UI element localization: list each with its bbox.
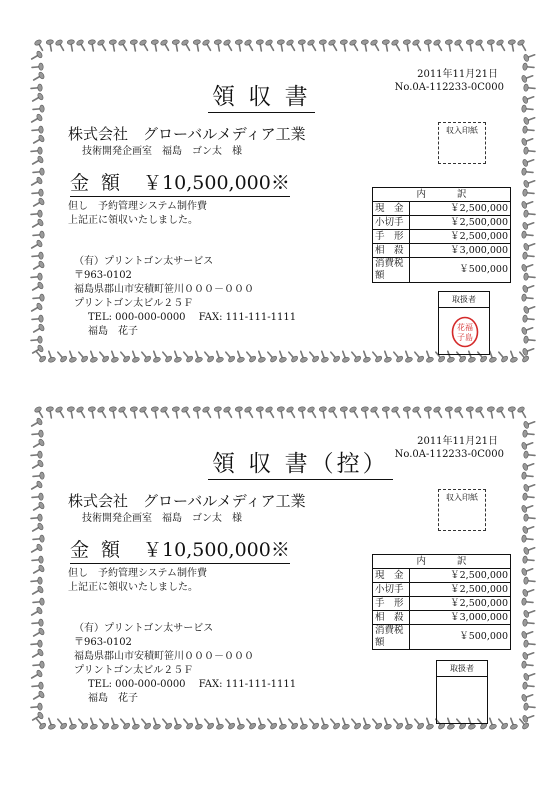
note-received: 上記正に領収いたしました。 xyxy=(68,582,198,593)
breakdown-label: 小切手 xyxy=(373,583,410,597)
breakdown-row xyxy=(373,230,511,244)
breakdown-value: ￥2,500,000 xyxy=(410,583,511,597)
breakdown-label: 現 金 xyxy=(373,202,410,216)
breakdown-table xyxy=(372,187,511,283)
receipt-title: 領 収 書（控） xyxy=(208,445,393,480)
breakdown-row xyxy=(373,258,511,283)
breakdown-row xyxy=(373,216,511,230)
breakdown-row xyxy=(373,597,511,611)
receipt-number: No.0A-112233-0C000 xyxy=(394,82,504,93)
breakdown-label: 手 形 xyxy=(373,597,410,611)
issuer-building: プリントゴン太ビル２５Ｆ xyxy=(74,665,194,676)
amount-line xyxy=(70,535,290,564)
handler-box xyxy=(436,660,488,724)
revenue-stamp-box xyxy=(438,489,486,531)
issuer-address: 福島県郡山市安積町笹川０００－０００ xyxy=(74,651,254,662)
breakdown-label: 手 形 xyxy=(373,230,410,244)
receipt-copy xyxy=(0,405,560,735)
issuer-contact: TEL: 000-000-0000 FAX: 111-111-1111 xyxy=(88,312,297,323)
breakdown-row xyxy=(373,611,511,625)
note-purpose: 但し 予約管理システム制作費 xyxy=(68,568,207,579)
breakdown-value: ￥2,500,000 xyxy=(410,202,511,216)
breakdown-table xyxy=(372,554,511,650)
breakdown-row xyxy=(373,569,511,583)
receipt-number: No.0A-112233-0C000 xyxy=(394,449,504,460)
breakdown-value: ￥500,000 xyxy=(410,625,511,650)
amount-line xyxy=(70,168,290,197)
receipt-original xyxy=(0,38,560,368)
breakdown-value: ￥500,000 xyxy=(410,258,511,283)
revenue-stamp-label: 収入印紙 xyxy=(446,493,478,502)
customer-recipient: 技術開発企画室 福島 ゴン太 様 xyxy=(82,146,242,157)
breakdown-header: 内 訳 xyxy=(373,555,511,569)
note-received: 上記正に領収いたしました。 xyxy=(68,215,198,226)
amount-value: ￥10,500,000※ xyxy=(143,172,290,194)
issuer-person: 福島 花子 xyxy=(88,326,138,337)
breakdown-value: ￥2,500,000 xyxy=(410,569,511,583)
breakdown-label: 相 殺 xyxy=(373,244,410,258)
receipt-date: 2011年11月21日 xyxy=(417,69,498,80)
svg-text:子島: 子島 xyxy=(457,333,473,342)
revenue-stamp-box xyxy=(438,122,486,164)
breakdown-label: 現 金 xyxy=(373,569,410,583)
breakdown-row xyxy=(373,244,511,258)
breakdown-row xyxy=(373,202,511,216)
issuer-name: （有）プリントゴン太サービス xyxy=(74,256,214,267)
amount-label: 金 額 xyxy=(70,172,124,194)
issuer-contact: TEL: 000-000-0000 FAX: 111-111-1111 xyxy=(88,679,297,690)
customer-company: 株式会社 グローバルメディア工業 xyxy=(68,125,306,143)
breakdown-value: ￥2,500,000 xyxy=(410,216,511,230)
customer-recipient: 技術開発企画室 福島 ゴン太 様 xyxy=(82,513,242,524)
breakdown-label: 小切手 xyxy=(373,216,410,230)
issuer-person: 福島 花子 xyxy=(88,693,138,704)
customer-company: 株式会社 グローバルメディア工業 xyxy=(68,492,306,510)
handler-box xyxy=(438,291,490,355)
breakdown-row xyxy=(373,583,511,597)
svg-text:花福: 花福 xyxy=(457,323,473,332)
amount-label: 金 額 xyxy=(70,539,124,561)
revenue-stamp-label: 収入印紙 xyxy=(446,126,478,135)
breakdown-header: 内 訳 xyxy=(373,188,511,202)
receipt-date: 2011年11月21日 xyxy=(417,436,498,447)
breakdown-value: ￥3,000,000 xyxy=(410,611,511,625)
receipt-title: 領 収 書 xyxy=(208,78,315,113)
breakdown-label: 消費税額 xyxy=(373,258,410,283)
amount-value: ￥10,500,000※ xyxy=(143,539,290,561)
breakdown-label: 消費税額 xyxy=(373,625,410,650)
name-seal-icon xyxy=(451,316,479,348)
handler-label: 取扱者 xyxy=(439,292,489,308)
issuer-zip: 〒963-0102 xyxy=(74,637,132,648)
issuer-address: 福島県郡山市安積町笹川０００－０００ xyxy=(74,284,254,295)
handler-label: 取扱者 xyxy=(437,661,487,677)
breakdown-value: ￥2,500,000 xyxy=(410,230,511,244)
issuer-building: プリントゴン太ビル２５Ｆ xyxy=(74,298,194,309)
note-purpose: 但し 予約管理システム制作費 xyxy=(68,201,207,212)
issuer-zip: 〒963-0102 xyxy=(74,270,132,281)
breakdown-label: 相 殺 xyxy=(373,611,410,625)
breakdown-value: ￥2,500,000 xyxy=(410,597,511,611)
breakdown-row xyxy=(373,625,511,650)
breakdown-value: ￥3,000,000 xyxy=(410,244,511,258)
issuer-name: （有）プリントゴン太サービス xyxy=(74,623,214,634)
